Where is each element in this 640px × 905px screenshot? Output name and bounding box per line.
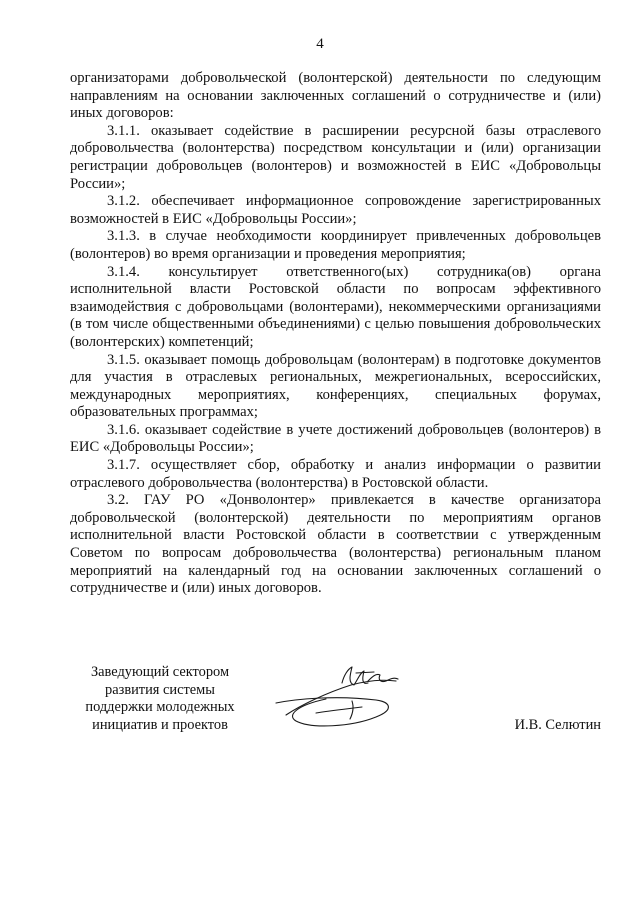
paragraph-3-1-4: 3.1.4. консультирует ответственного(ых) сотрудника(ов) органа исполнительной власти Ростовской области по вопросам эффективного взаимодействия с добровольцами (волонтерами), некоммерческими организациями (в том числе общественными объединениями) с целью повышения добровольческих (волонтерских) компетенций; [70, 263, 601, 350]
paragraph-3-2: 3.2. ГАУ РО «Донволонтер» привлекается в качестве организатора добровольческой (волонтерской) деятельности по мероприятиям органов исполнительной власти Ростовской области в соответствии с утвержденным Советом по вопросам добровольчества (волонтерства) региональным планом мероприятий на календарный год на основании заключенных соглашений о сотрудничестве и (или) иных договоров. [70, 492, 601, 597]
paragraph-3-1-1: 3.1.1. оказывает содействие в расширении ресурсной базы отраслевого добровольчества (волонтерства) посредством консультации и (или) организации регистрации добровольцев (волонтеров) и возможностей в ЕИС «Добровольцы России»; [70, 122, 601, 192]
signatory-title [70, 664, 250, 734]
signatory-title-line: инициатив и проектов [92, 716, 228, 733]
paragraph-continuation: организаторами добровольческой (волонтерской) деятельности по следующим направлениям на основании заключенных соглашений о сотрудничестве и (или) иных договоров: [70, 70, 601, 122]
signatory-title-line: поддержки молодежных [85, 699, 235, 716]
paragraph-3-1-2: 3.1.2. обеспечивает информационное сопровождение зарегистрированных возможностей в ЕИС «Добровольцы России»; [70, 193, 601, 227]
paragraph-3-1-7: 3.1.7. осуществляет сбор, обработку и анализ информации о развитии отраслевого добровольчества (волонтерства) в Ростовской области. [70, 457, 601, 491]
paragraph-3-1-3: 3.1.3. в случае необходимости координирует привлеченных добровольцев (волонтеров) во время организации и проведения мероприятия; [70, 228, 601, 262]
signatory-title-line: Заведующий сектором [90, 664, 230, 680]
signatory-title-line: развития системы [105, 681, 215, 698]
document-body [70, 70, 601, 598]
paragraph-3-1-6: 3.1.6. оказывает содействие в учете достижений добровольцев (волонтеров) в ЕИС «Добровольцы России»; [70, 421, 601, 456]
handwritten-signature [256, 655, 416, 735]
paragraph-3-1-5: 3.1.5. оказывает помощь добровольцам (волонтерам) в подготовке документов для участия в отраслевых региональных, межрегиональных, всероссийских, международных мероприятиях, конференциях, специальных форумах, образовательных программах; [70, 351, 601, 421]
signatory-name: И.В. Селютин [514, 717, 601, 733]
page-number: 4 [316, 36, 324, 52]
